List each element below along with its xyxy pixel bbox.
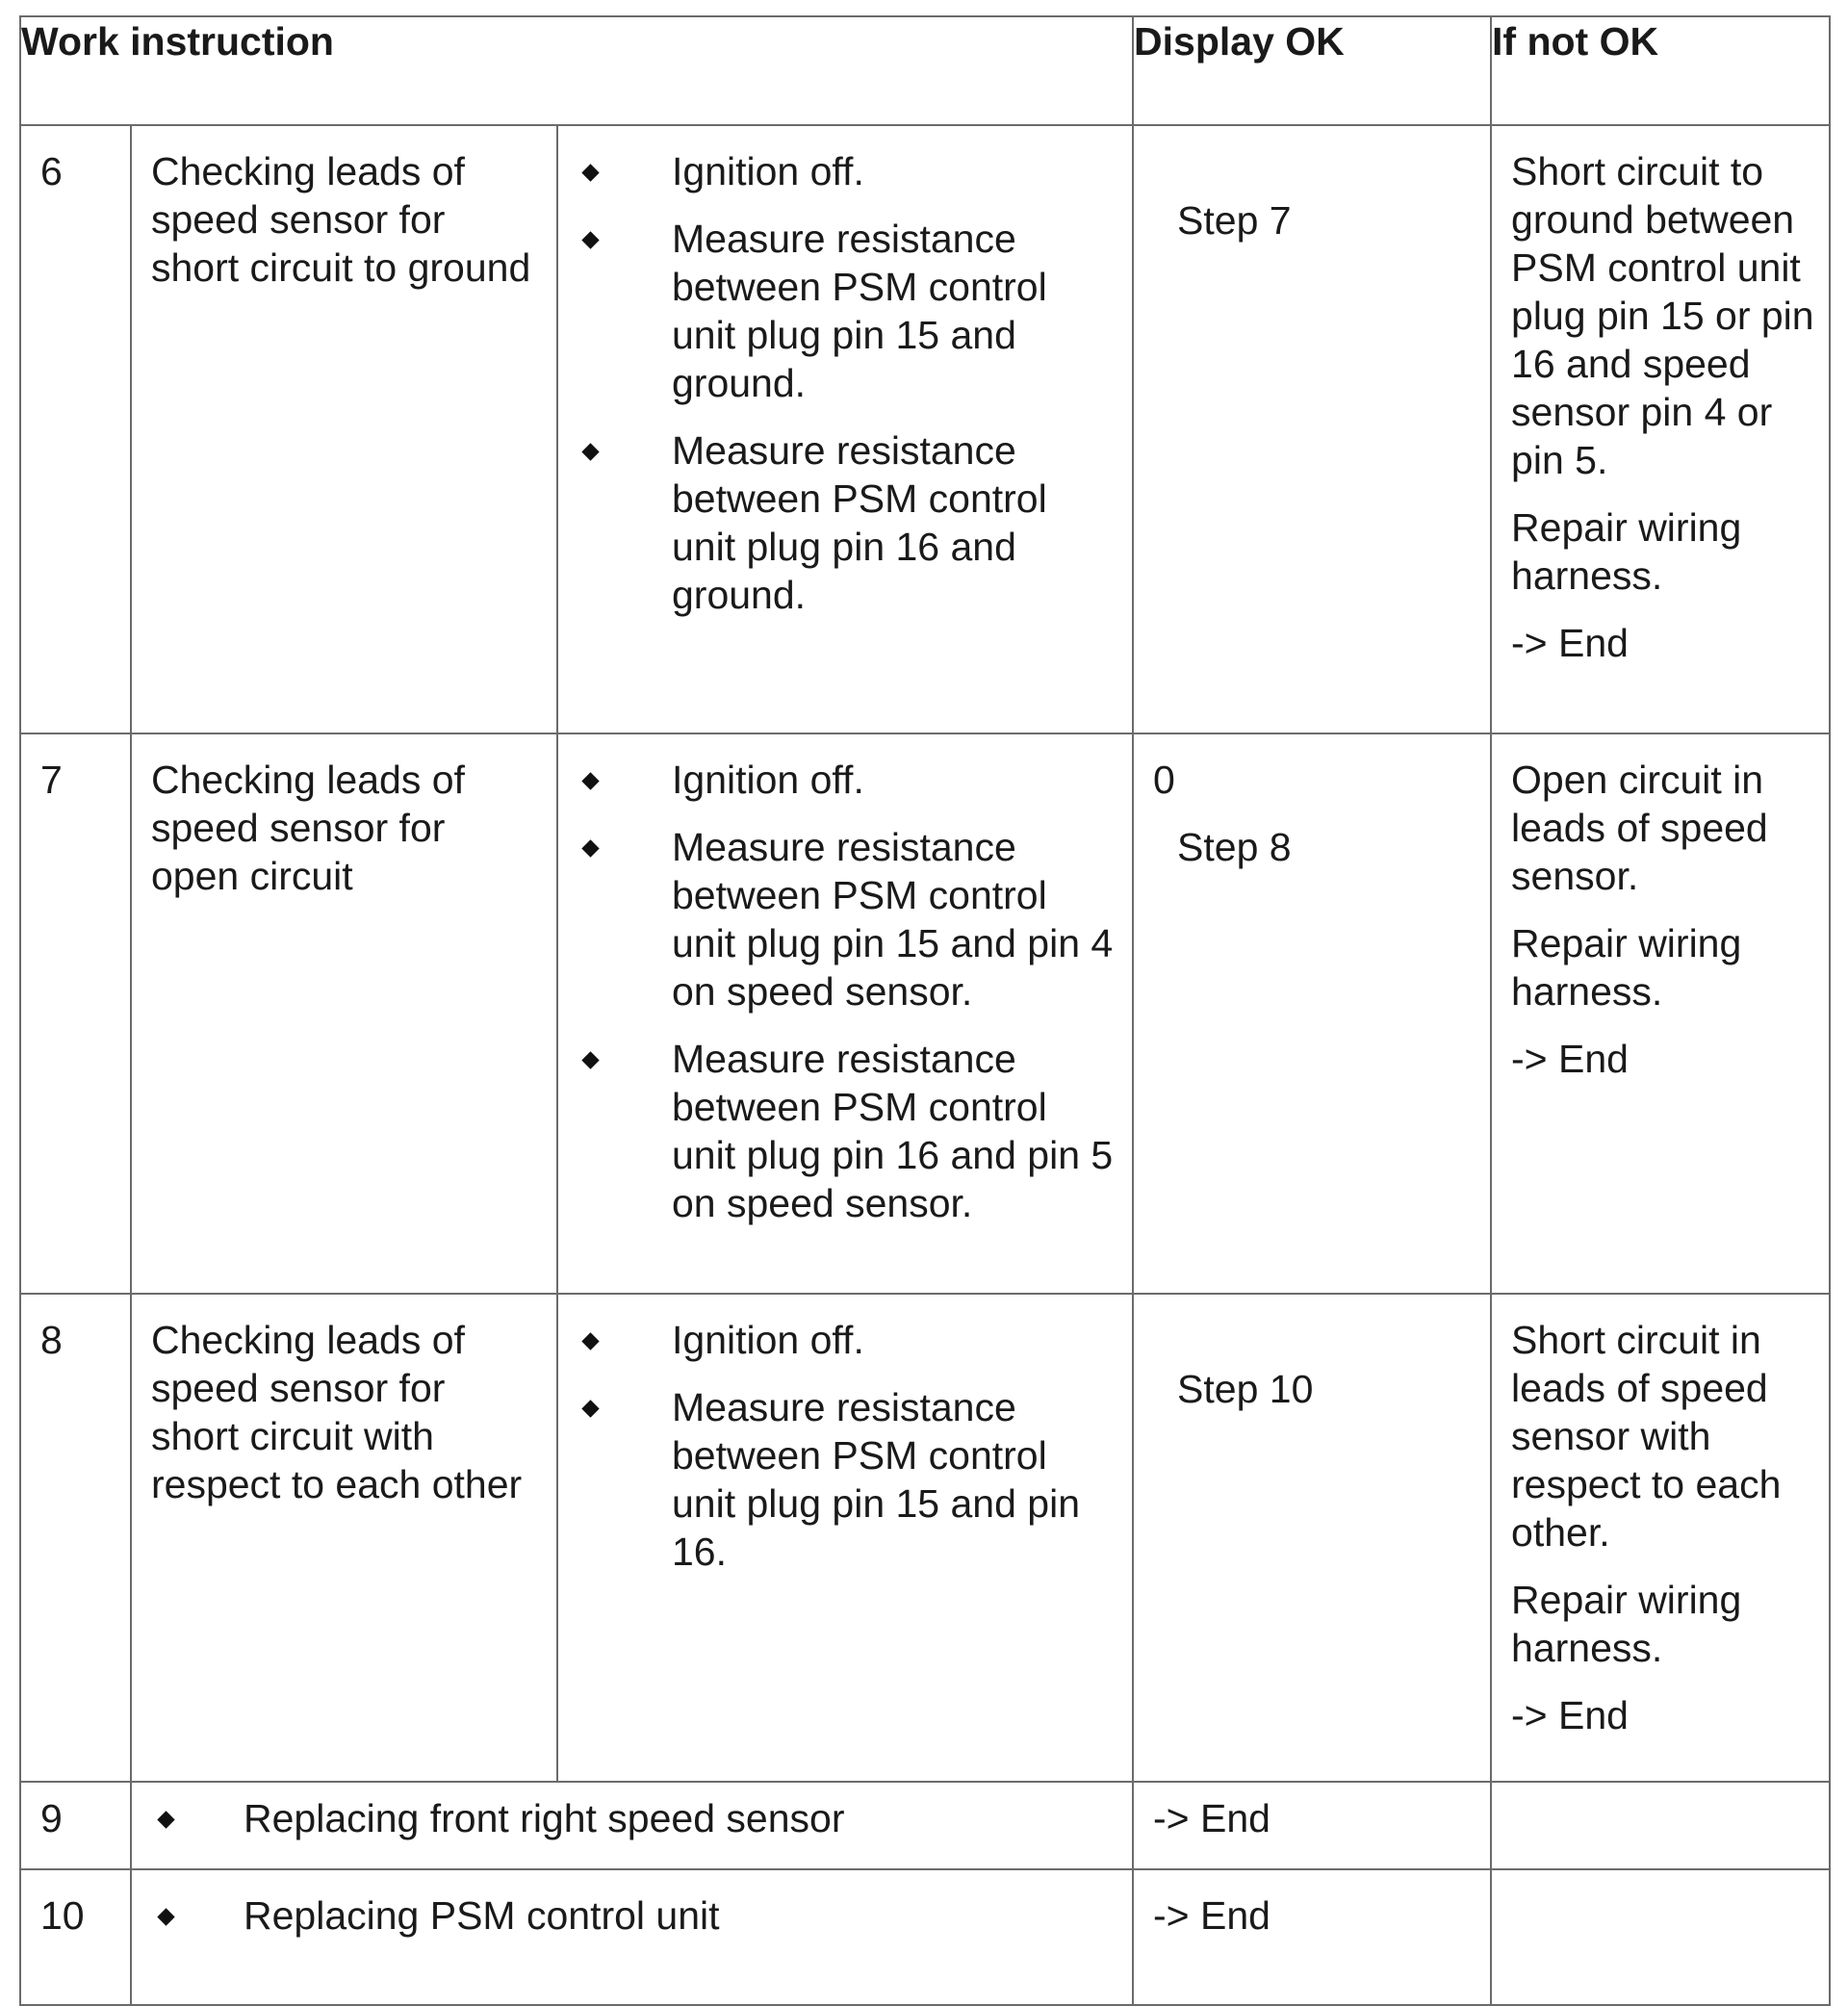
action-item: Measure resistance between PSM control unit plug pin 15 and pin 4 on speed sensor. (576, 823, 1118, 1016)
step-description: Checking leads of speed sensor for short circuit to ground (131, 125, 557, 733)
action-item: Ignition off. (576, 756, 1118, 804)
step-action (131, 1782, 1133, 1869)
display-ok-step: Step 7 (1177, 198, 1292, 243)
display-ok-cell: -> End (1133, 1782, 1491, 1869)
diamond-bullet-icon (581, 839, 599, 857)
action-item: Ignition off. (576, 1316, 1118, 1364)
fault-description: Short circuit in leads of speed sensor with respect to each other. (1511, 1318, 1782, 1555)
display-ok-cell (1133, 733, 1491, 1294)
header-if-not-ok: If not OK (1491, 16, 1830, 125)
if-not-ok-cell (1491, 1294, 1830, 1782)
fault-description: Open circuit in leads of speed sensor. (1511, 758, 1768, 898)
remedy-text: Repair wiring harness. (1511, 921, 1742, 1014)
table-row (20, 125, 1830, 733)
diamond-bullet-icon (581, 1400, 599, 1417)
fault-description: Short circuit to ground between PSM control unit plug pin 15 or pin 16 and speed sensor pin 4 or pin 5. (1511, 149, 1814, 482)
step-action (131, 1869, 1133, 2005)
end-text: -> End (1511, 621, 1629, 665)
work-instruction-table (19, 15, 1831, 2006)
table-row (20, 1294, 1830, 1782)
diamond-bullet-icon (581, 1332, 599, 1350)
diamond-bullet-icon (581, 164, 599, 181)
header-work-instruction: Work instruction (20, 16, 1133, 125)
remedy-text: Repair wiring harness. (1511, 505, 1742, 598)
step-actions (557, 125, 1133, 733)
if-not-ok-cell-empty (1491, 1869, 1830, 2005)
action-item: Measure resistance between PSM control unit plug pin 15 and pin 16. (576, 1383, 1118, 1576)
header-display-ok: Display OK (1133, 16, 1491, 125)
if-not-ok-cell-empty (1491, 1782, 1830, 1869)
display-ok-cell (1133, 1294, 1491, 1782)
display-ok-cell: -> End (1133, 1869, 1491, 2005)
remedy-text: Repair wiring harness. (1511, 1578, 1742, 1670)
end-text: -> End (1511, 1037, 1629, 1081)
step-description: Checking leads of speed sensor for short circuit with respect to each other (131, 1294, 557, 1782)
step-number: 6 (20, 125, 131, 733)
diamond-bullet-icon (581, 443, 599, 460)
if-not-ok-cell (1491, 733, 1830, 1294)
display-ok-step: Step 8 (1177, 825, 1292, 869)
if-not-ok-cell (1491, 125, 1830, 733)
end-text: -> End (1511, 1693, 1629, 1737)
step-number: 8 (20, 1294, 131, 1782)
step-number: 7 (20, 733, 131, 1294)
display-ok-value: 0 (1153, 758, 1175, 802)
display-ok-step: Step 10 (1177, 1367, 1314, 1411)
table-row (20, 1869, 1830, 2005)
action-text: Replacing front right speed sensor (244, 1796, 845, 1840)
display-ok-cell (1133, 125, 1491, 733)
step-description: Checking leads of speed sensor for open circuit (131, 733, 557, 1294)
diamond-bullet-icon (581, 231, 599, 248)
action-item: Measure resistance between PSM control unit plug pin 16 and ground. (576, 426, 1118, 619)
step-number: 10 (20, 1869, 131, 2005)
action-item: Ignition off. (576, 147, 1118, 195)
diamond-bullet-icon (581, 1051, 599, 1068)
diamond-bullet-icon (581, 772, 599, 789)
table-header-row (20, 16, 1830, 125)
action-item: Measure resistance between PSM control unit plug pin 16 and pin 5 on speed sensor. (576, 1035, 1118, 1227)
step-number: 9 (20, 1782, 131, 1869)
step-actions (557, 1294, 1133, 1782)
action-text: Replacing PSM control unit (244, 1893, 720, 1938)
table-row (20, 733, 1830, 1294)
step-actions (557, 733, 1133, 1294)
table-row (20, 1782, 1830, 1869)
action-item: Measure resistance between PSM control unit plug pin 15 and ground. (576, 215, 1118, 407)
